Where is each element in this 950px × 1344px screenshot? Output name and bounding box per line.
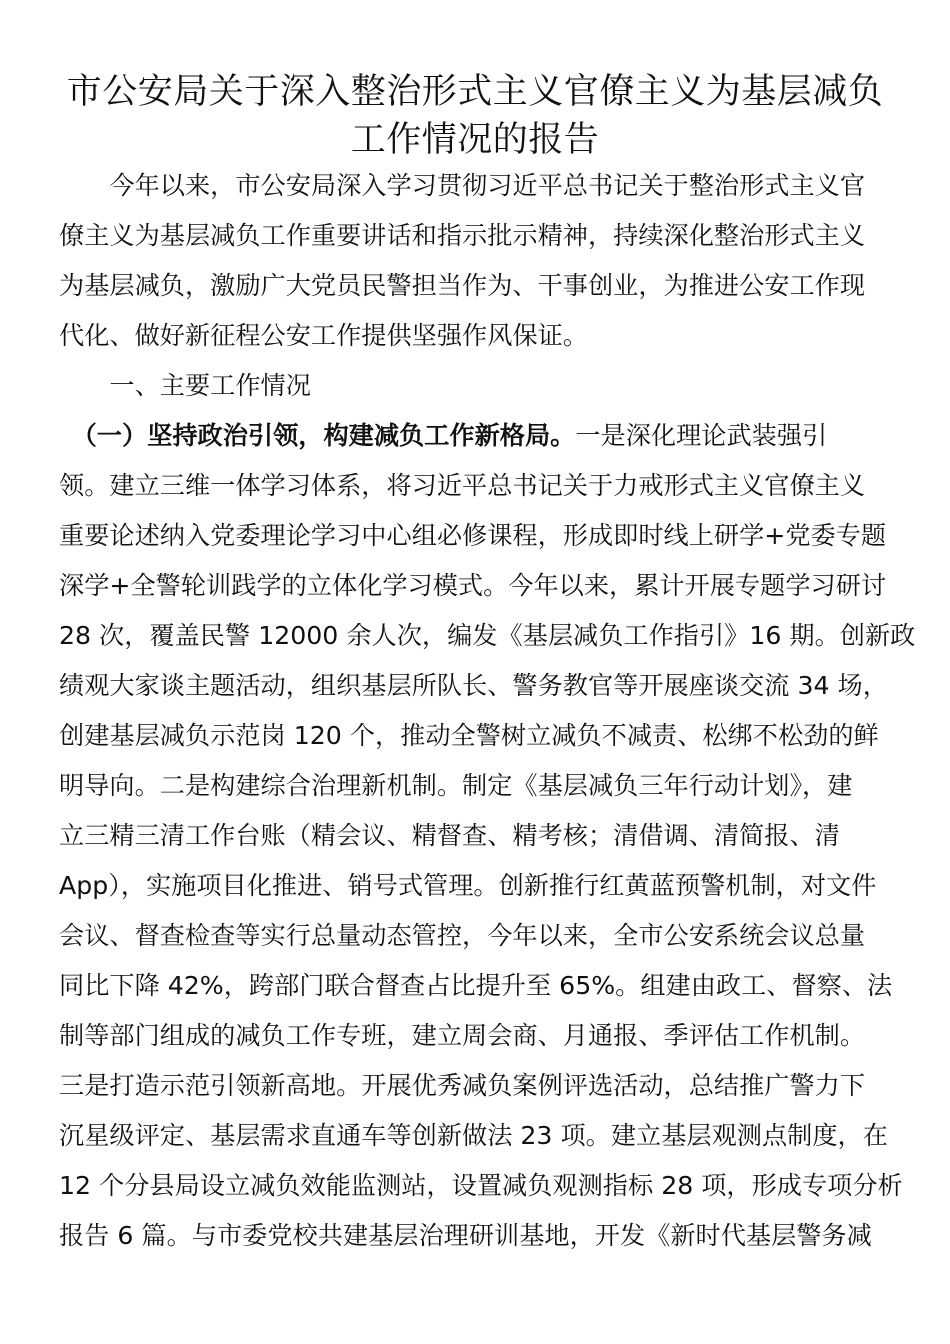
body-line: 僚主义为基层减负工作重要讲话和指示批示精神，持续深化整治形式主义 <box>59 221 865 250</box>
body-line: 沉星级评定、基层需求直通车等创新做法 23 项。建立基层观测点制度，在 <box>59 1121 888 1150</box>
body-line: 28 次，覆盖民警 12000 余人次，编发《基层减负工作指引》16 期。创新政 <box>59 621 916 650</box>
body-line: 为基层减负，激励广大党员民警担当作为、干事创业，为推进公安工作现 <box>59 271 865 300</box>
body-line: 三是打造示范引领新高地。开展优秀减负案例评选活动，总结推广警力下 <box>59 1071 865 1100</box>
subsection-text: 一是深化理论武装强引 <box>575 421 828 450</box>
body-line: 创建基层减负示范岗 120 个，推动全警树立减负不减责、松绑不松劲的鲜 <box>59 721 879 750</box>
body-line: 会议、督查检查等实行总量动态管控，今年以来，全市公安系统会议总量 <box>59 921 865 950</box>
body-line: 同比下降 42%，跨部门联合督查占比提升至 65%。组建由政工、督察、法 <box>59 971 893 1000</box>
body-line: 代化、做好新征程公安工作提供坚强作风保证。 <box>59 321 588 350</box>
body-line: 12 个分县局设立减负效能监测站，设置减负观测指标 28 项，形成专项分析 <box>59 1171 903 1200</box>
body-line: App），实施项目化推进、销号式管理。创新推行红黄蓝预警机制，对文件 <box>59 871 877 900</box>
subsection-line <box>59 419 827 453</box>
body-line: 绩观大家谈主题活动，组织基层所队长、警务教官等开展座谈交流 34 场， <box>59 671 888 700</box>
body-line: 制等部门组成的减负工作专班，建立周会商、月通报、季评估工作机制。 <box>59 1021 865 1050</box>
body-line: 重要论述纳入党委理论学习中心组必修课程，形成即时线上研学+党委专题 <box>59 521 887 550</box>
body-line: 深学+全警轮训践学的立体化学习模式。今年以来，累计开展专题学习研讨 <box>59 571 887 600</box>
body-line: 立三精三清工作台账（精会议、精督查、精考核；清借调、清简报、清 <box>59 821 840 850</box>
section-heading-1: 一、主要工作情况 <box>59 371 311 400</box>
body-line: 领。建立三维一体学习体系，将习近平总书记关于力戒形式主义官僚主义 <box>59 471 865 500</box>
subsection-heading: （一）坚持政治引领，构建减负工作新格局。 <box>59 421 576 450</box>
document-title-line-1: 市公安局关于深入整治形式主义官僚主义为基层减负 <box>66 72 884 112</box>
document-title-line-2: 工作情况的报告 <box>350 120 600 160</box>
body-line: 报告 6 篇。与市委党校共建基层治理研训基地，开发《新时代基层警务减 <box>59 1221 872 1250</box>
body-line: 明导向。二是构建综合治理新机制。制定《基层减负三年行动计划》，建 <box>59 771 853 800</box>
body-line: 今年以来，市公安局深入学习贯彻习近平总书记关于整治形式主义官 <box>59 171 865 200</box>
